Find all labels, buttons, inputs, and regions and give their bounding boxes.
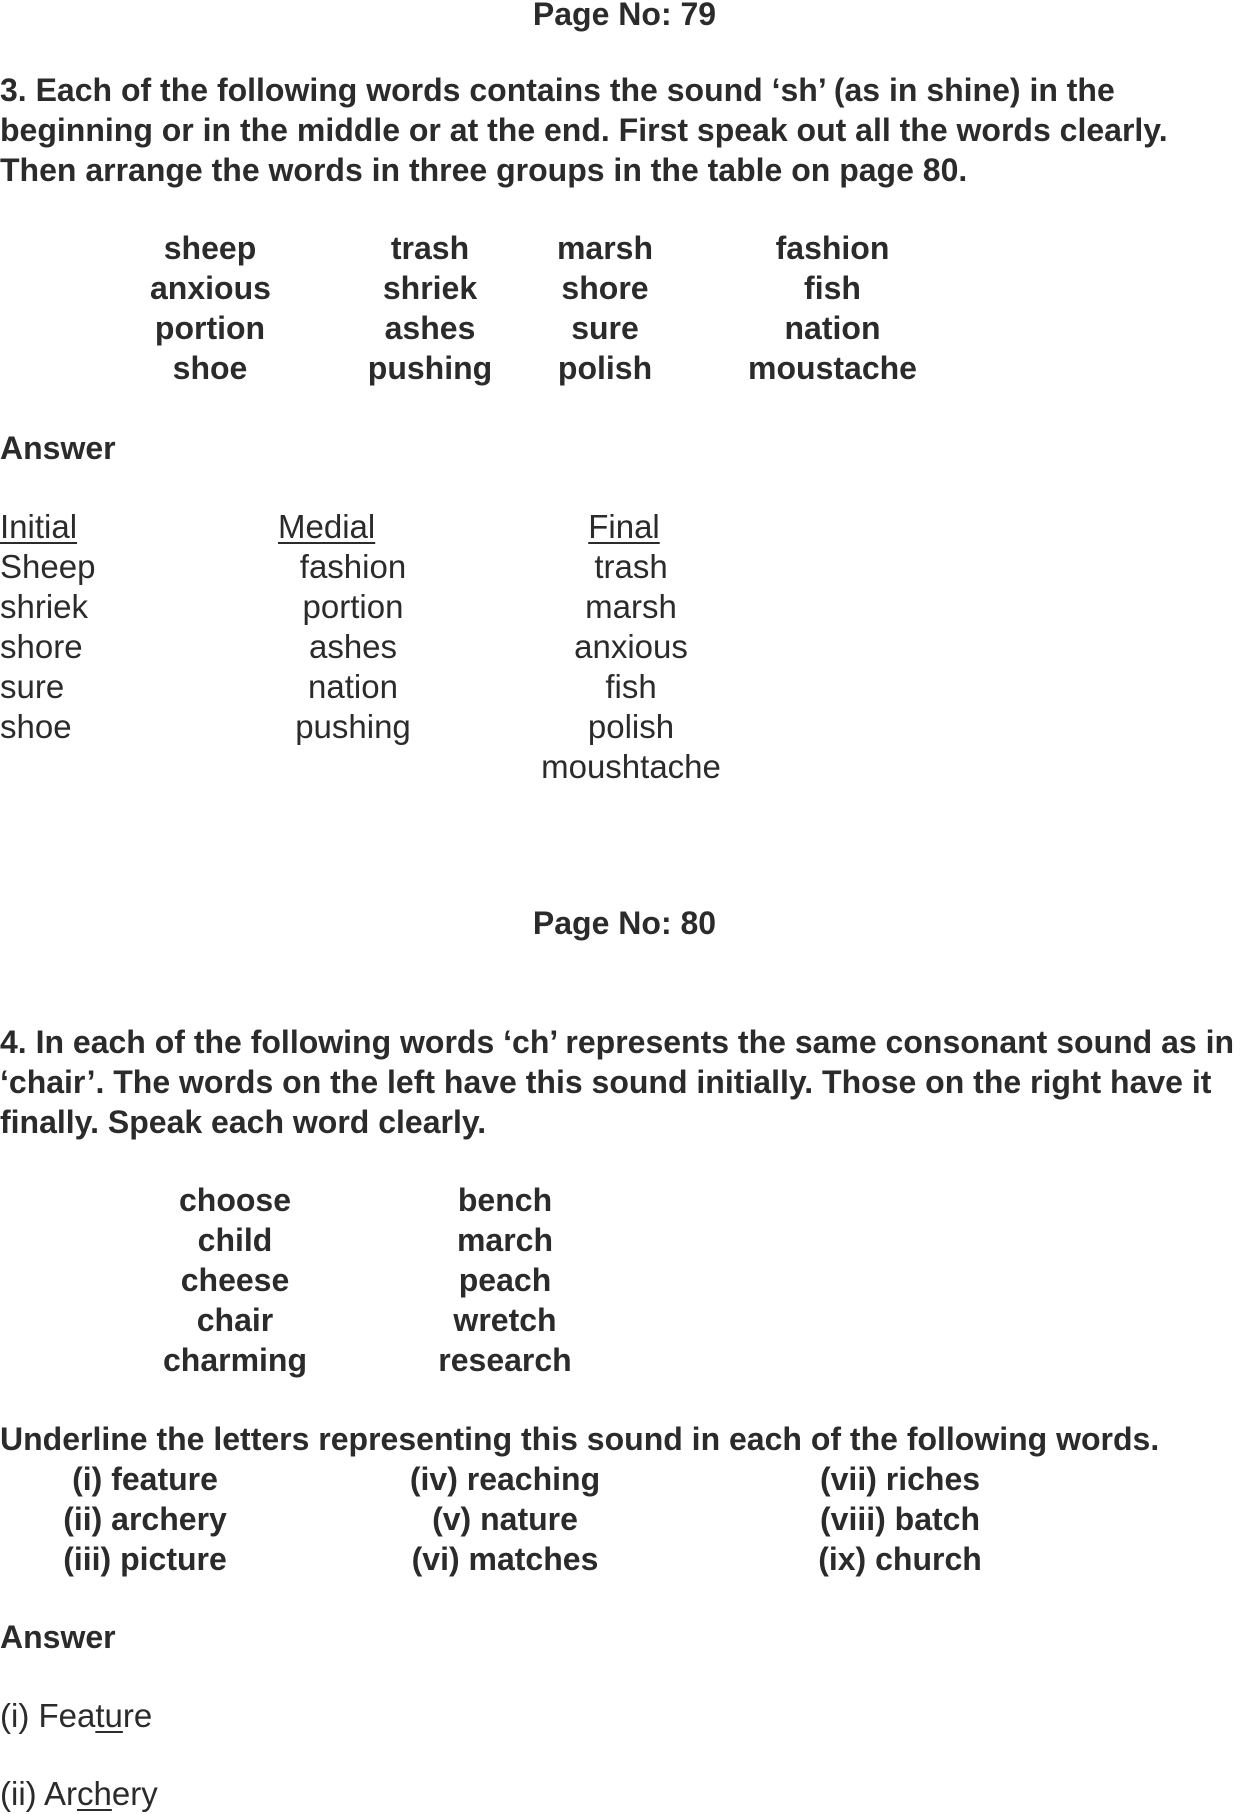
numbered-word: (iv) reaching <box>409 1461 601 1497</box>
ch-final-word: bench <box>457 1182 553 1218</box>
initial-item: shoe <box>0 708 72 745</box>
final-ch-words <box>430 1180 580 1380</box>
ch-final-word: research <box>438 1342 572 1378</box>
page-80-heading: Page No: 80 <box>532 905 717 941</box>
question-3-text: 3. Each of the following words contains the sound ‘sh’ (as in shine) in the beginning or in the middle or at the end. First speak out all the words clearly. Then arrange the words in three groups in the table on page 80. <box>0 72 1168 188</box>
final-header: Final <box>588 508 660 545</box>
ch-initial-word: child <box>197 1222 273 1258</box>
word-item: fish <box>804 270 861 306</box>
ch-final-word: wretch <box>453 1302 557 1338</box>
medial-header: Medial <box>278 508 376 545</box>
final-item: polish <box>587 708 675 745</box>
question-4-text: 4. In each of the following words ‘ch’ represents the same consonant sound as in ‘chair’. The words on the left have this sound initially. Those on the right have it finally. Speak each word clearly. <box>0 1024 1235 1140</box>
sh-answer-table <box>0 507 1249 787</box>
ch-initial-word: cheese <box>180 1262 290 1298</box>
answer-suffix: re <box>122 1697 153 1734</box>
initial-item: shriek <box>0 588 89 625</box>
initial-item: shore <box>0 628 83 665</box>
initial-item: sure <box>0 668 65 705</box>
final-column <box>536 507 726 787</box>
word-item: sheep <box>163 230 257 266</box>
word-item: polish <box>557 350 653 386</box>
answer-underlined-letters: tu <box>95 1697 123 1734</box>
final-item: anxious <box>574 628 688 665</box>
answer-item-2 <box>0 1774 158 1814</box>
word-grid-col-4 <box>745 228 920 388</box>
ch-initial-word: charming <box>162 1342 308 1378</box>
numbered-col-2 <box>400 1459 610 1579</box>
numbered-word: (ix) church <box>818 1541 982 1577</box>
final-header-wrap <box>536 507 726 547</box>
numbered-col-1 <box>50 1459 240 1579</box>
numbered-word: (vi) matches <box>411 1541 599 1577</box>
word-grid-col-2 <box>365 228 495 388</box>
final-item: trash <box>594 548 668 585</box>
initial-item: Sheep <box>0 548 96 585</box>
final-item: marsh <box>585 588 677 625</box>
word-item: nation <box>784 310 881 346</box>
word-item: moustache <box>748 350 917 386</box>
ch-initial-word: choose <box>178 1182 292 1218</box>
word-item: fashion <box>775 230 890 266</box>
answer-underlined-letters: ch <box>77 1775 112 1812</box>
word-item: trash <box>390 230 470 266</box>
final-item: fish <box>605 668 657 705</box>
medial-item: portion <box>302 588 404 625</box>
numbered-word: (v) nature <box>432 1501 578 1537</box>
answer-prefix: (ii) Ar <box>0 1775 77 1812</box>
ch-final-word: march <box>456 1222 554 1258</box>
numbered-word: (viii) batch <box>819 1501 980 1537</box>
medial-item: fashion <box>299 548 407 585</box>
initial-ch-words <box>150 1180 320 1380</box>
word-item: sure <box>571 310 639 346</box>
answer-suffix: ery <box>111 1775 158 1812</box>
word-grid-col-1 <box>150 228 270 388</box>
word-grid-col-3 <box>550 228 660 388</box>
word-item: pushing <box>367 350 493 386</box>
answer-label-2: Answer <box>0 1619 116 1655</box>
word-item: shoe <box>172 350 248 386</box>
medial-item: pushing <box>295 708 411 745</box>
word-item: anxious <box>150 270 271 306</box>
sh-word-grid <box>0 228 1249 393</box>
answer-item-1 <box>0 1696 152 1736</box>
word-item: portion <box>154 310 266 346</box>
numbered-word-grid <box>0 1459 1249 1584</box>
word-item: shriek <box>382 270 478 306</box>
final-item: moushtache <box>541 748 721 785</box>
ch-word-lists <box>0 1180 1249 1380</box>
answer-label-1: Answer <box>0 430 116 466</box>
medial-column <box>278 507 428 747</box>
word-item: ashes <box>384 310 476 346</box>
numbered-col-3 <box>805 1459 995 1579</box>
numbered-word: (i) feature <box>72 1461 218 1497</box>
underline-instruction: Underline the letters representing this sound in each of the following words. <box>0 1421 1160 1457</box>
medial-item: nation <box>308 668 398 705</box>
ch-initial-word: chair <box>196 1302 274 1338</box>
word-item: marsh <box>556 230 654 266</box>
numbered-word: (vii) riches <box>819 1461 981 1497</box>
initial-header: Initial <box>0 508 78 545</box>
ch-final-word: peach <box>458 1262 552 1298</box>
numbered-word: (ii) archery <box>63 1501 227 1537</box>
numbered-word: (iii) picture <box>63 1541 227 1577</box>
initial-column <box>0 507 140 747</box>
medial-item: ashes <box>308 628 398 665</box>
page-79-heading: Page No: 79 <box>532 0 717 32</box>
answer-prefix: (i) Fea <box>0 1697 96 1734</box>
word-item: shore <box>561 270 649 306</box>
